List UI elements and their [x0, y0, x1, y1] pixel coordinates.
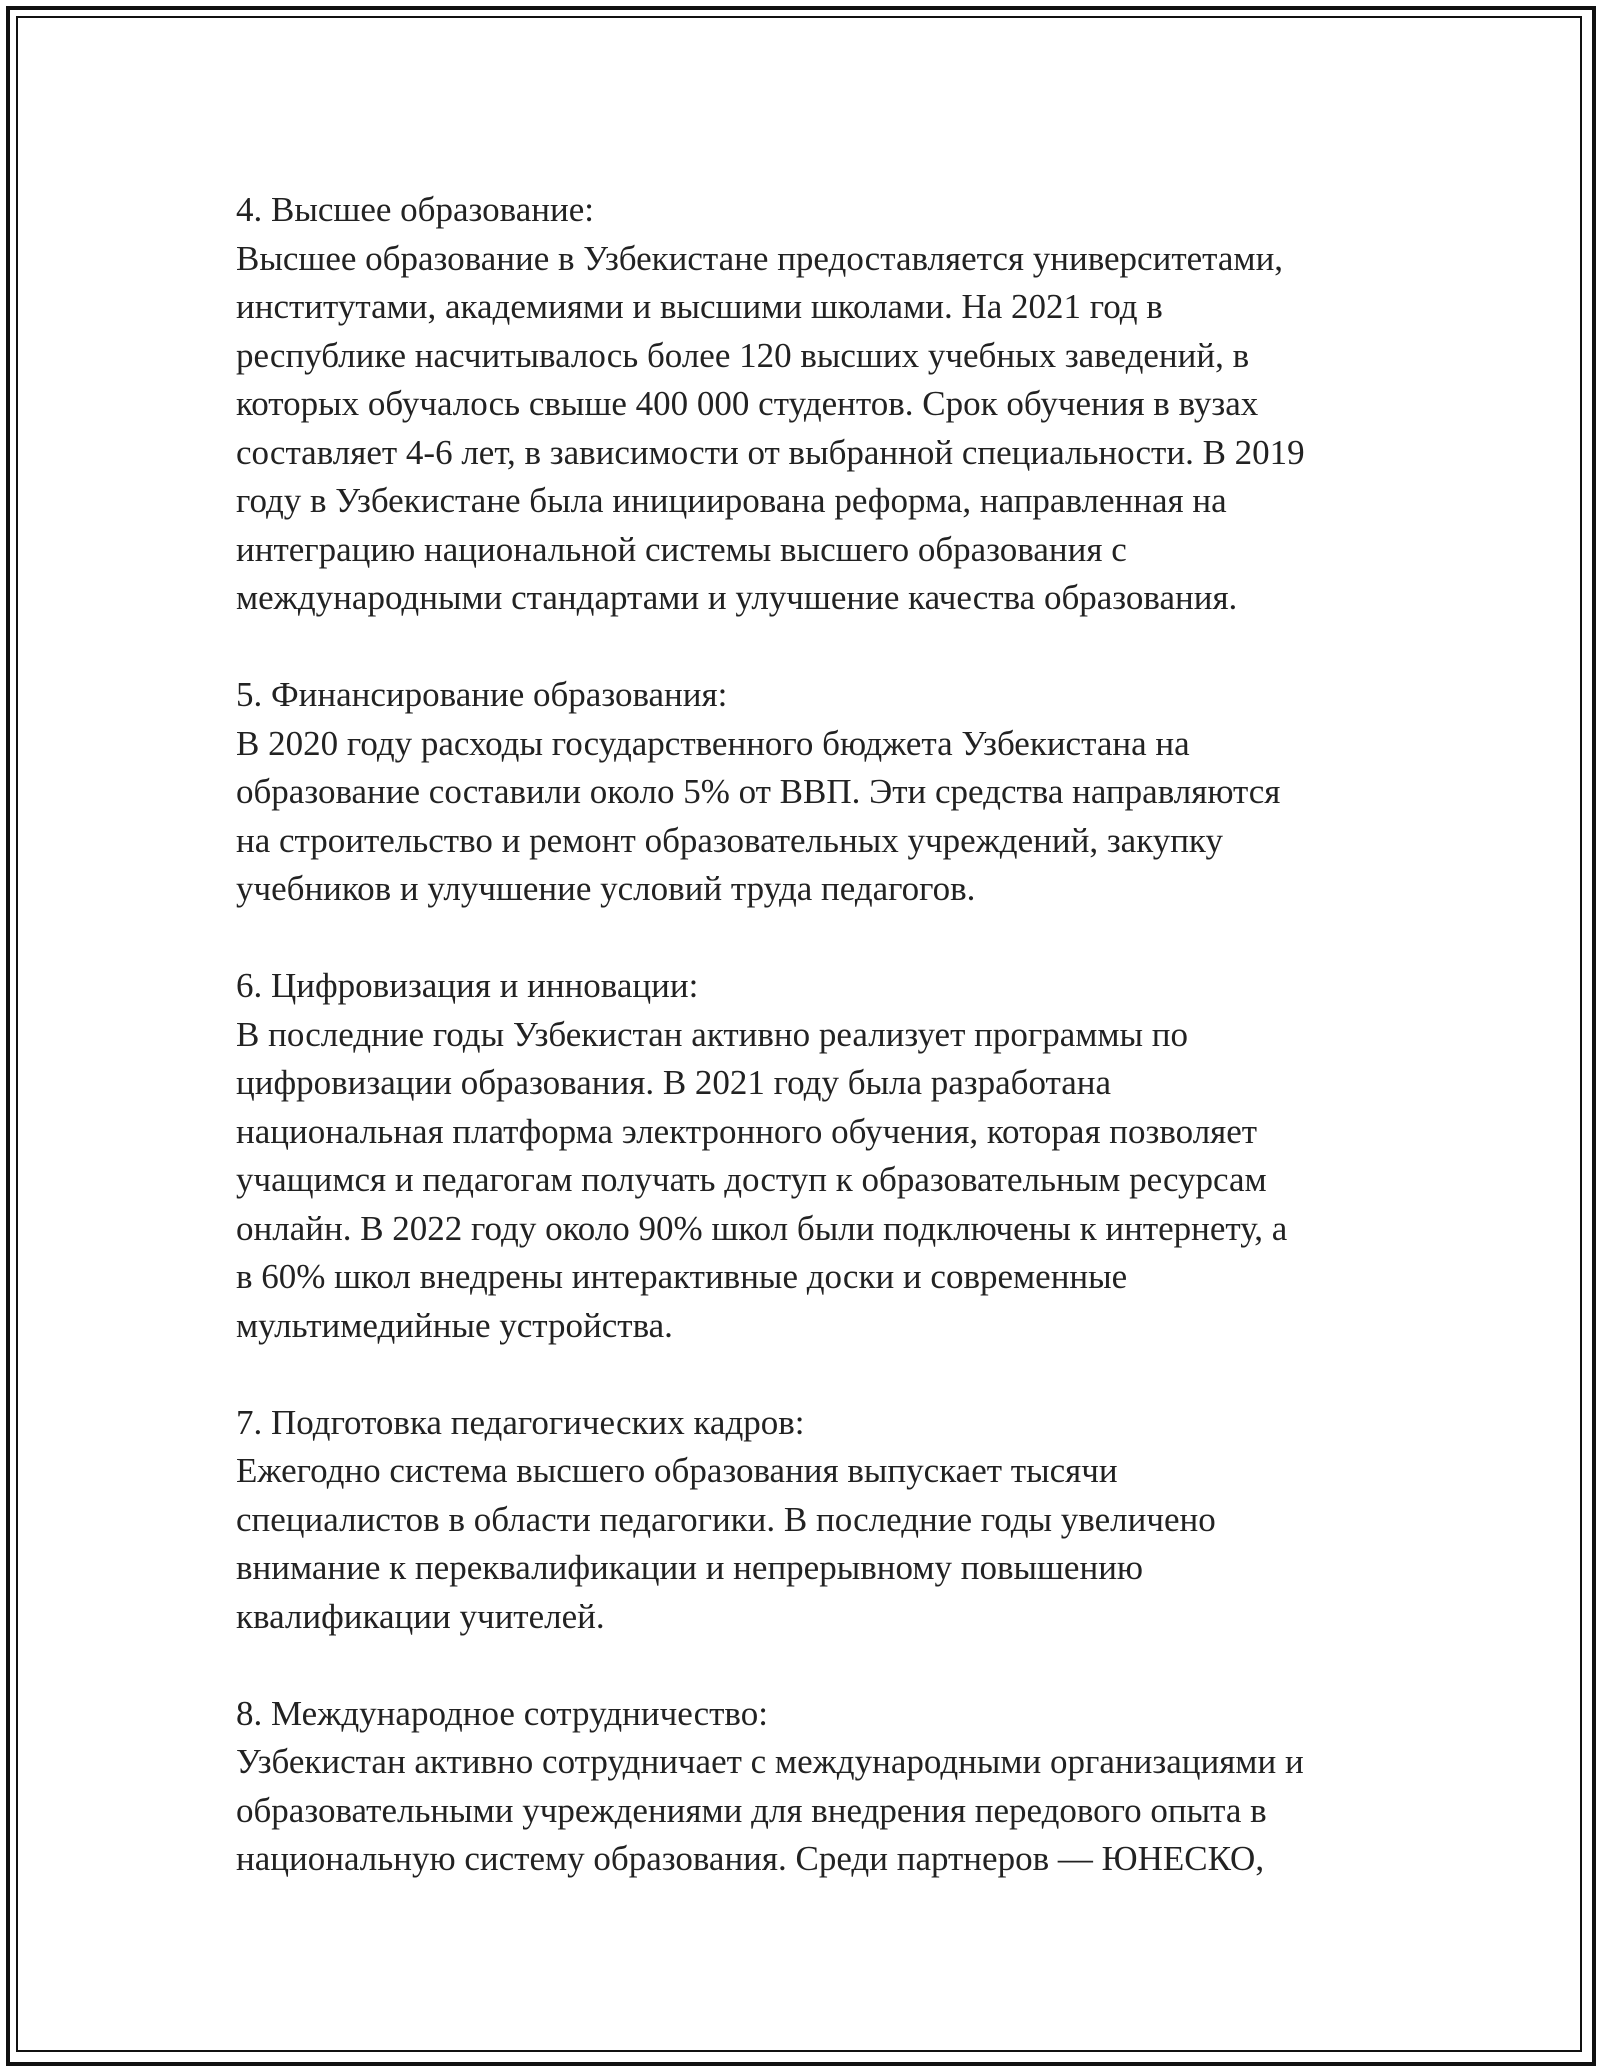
- text-line: Высшее образование в Узбекистане предоставляется университетами,: [236, 238, 1284, 278]
- text-line: учебников и улучшение условий труда педагогов.: [236, 869, 976, 908]
- text-line: учащимся и педагогам получать доступ к образовательным ресурсам: [236, 1160, 1267, 1199]
- text-line: году в Узбекистане была инициирована реформа, направленная на: [236, 481, 1227, 520]
- section-international-cooperation: [236, 1690, 1416, 1884]
- text-line: республике насчитывалось более 120 высших учебных заведений, в: [236, 335, 1250, 375]
- text-line: образовательными учреждениями для внедрения передового опыта в: [236, 1790, 1267, 1830]
- text-line: институтами, академиями и высшими школами. На 2021 год в: [236, 287, 1163, 326]
- section-paragraph: [236, 1738, 1416, 1884]
- section-higher-education: [236, 186, 1416, 623]
- section-digitalization: [236, 962, 1416, 1350]
- section-title: 8. Международное сотрудничество:: [236, 1693, 768, 1733]
- text-line: составляет 4-6 лет, в зависимости от выбранной специальности. В 2019: [236, 432, 1305, 472]
- text-line: на строительство и ремонт образовательных учреждений, закупку: [236, 820, 1223, 860]
- section-paragraph: [236, 235, 1416, 623]
- text-line: внимание к переквалификации и непрерывному повышению: [236, 1548, 1144, 1587]
- text-line: интеграцию национальной системы высшего образования с: [236, 529, 1127, 569]
- section-title: 4. Высшее образование:: [236, 190, 594, 229]
- text-line: Ежегодно система высшего образования выпускает тысячи: [236, 1451, 1118, 1490]
- section-title: 7. Подготовка педагогических кадров:: [236, 1402, 805, 1442]
- section-teacher-training: [236, 1399, 1416, 1642]
- text-line: которых обучалось свыше 400 000 студентов. Срок обучения в вузах: [236, 384, 1259, 423]
- document-body: [236, 186, 1416, 1884]
- text-line: в 60% школ внедрены интерактивные доски и современные: [236, 1257, 1128, 1296]
- text-line: онлайн. В 2022 году около 90% школ были подключены к интернету, а: [236, 1208, 1288, 1248]
- text-line: цифровизации образования. В 2021 году была разработана: [236, 1063, 1112, 1102]
- section-title: 5. Финансирование образования:: [236, 675, 728, 714]
- text-line: мультимедийные устройства.: [236, 1305, 673, 1345]
- section-paragraph: [236, 1447, 1416, 1641]
- section-paragraph: [236, 1011, 1416, 1351]
- section-paragraph: [236, 720, 1416, 914]
- text-line: Узбекистан активно сотрудничает с международными организациями и: [236, 1742, 1304, 1781]
- text-line: национальная платформа электронного обучения, которая позволяет: [236, 1111, 1258, 1151]
- text-line: международными стандартами и улучшение качества образования.: [236, 578, 1238, 617]
- text-line: специалистов в области педагогики. В последние годы увеличено: [236, 1499, 1216, 1539]
- text-line: В 2020 году расходы государственного бюджета Узбекистана на: [236, 723, 1190, 763]
- text-line: квалификации учителей.: [236, 1596, 605, 1636]
- section-education-funding: [236, 671, 1416, 914]
- text-line: В последние годы Узбекистан активно реализует программы по: [236, 1014, 1189, 1054]
- section-title: 6. Цифровизация и инновации:: [236, 966, 699, 1005]
- text-line: образование составили около 5% от ВВП. Эти средства направляются: [236, 772, 1281, 811]
- text-line: национальную систему образования. Среди партнеров — ЮНЕСКО,: [236, 1839, 1265, 1878]
